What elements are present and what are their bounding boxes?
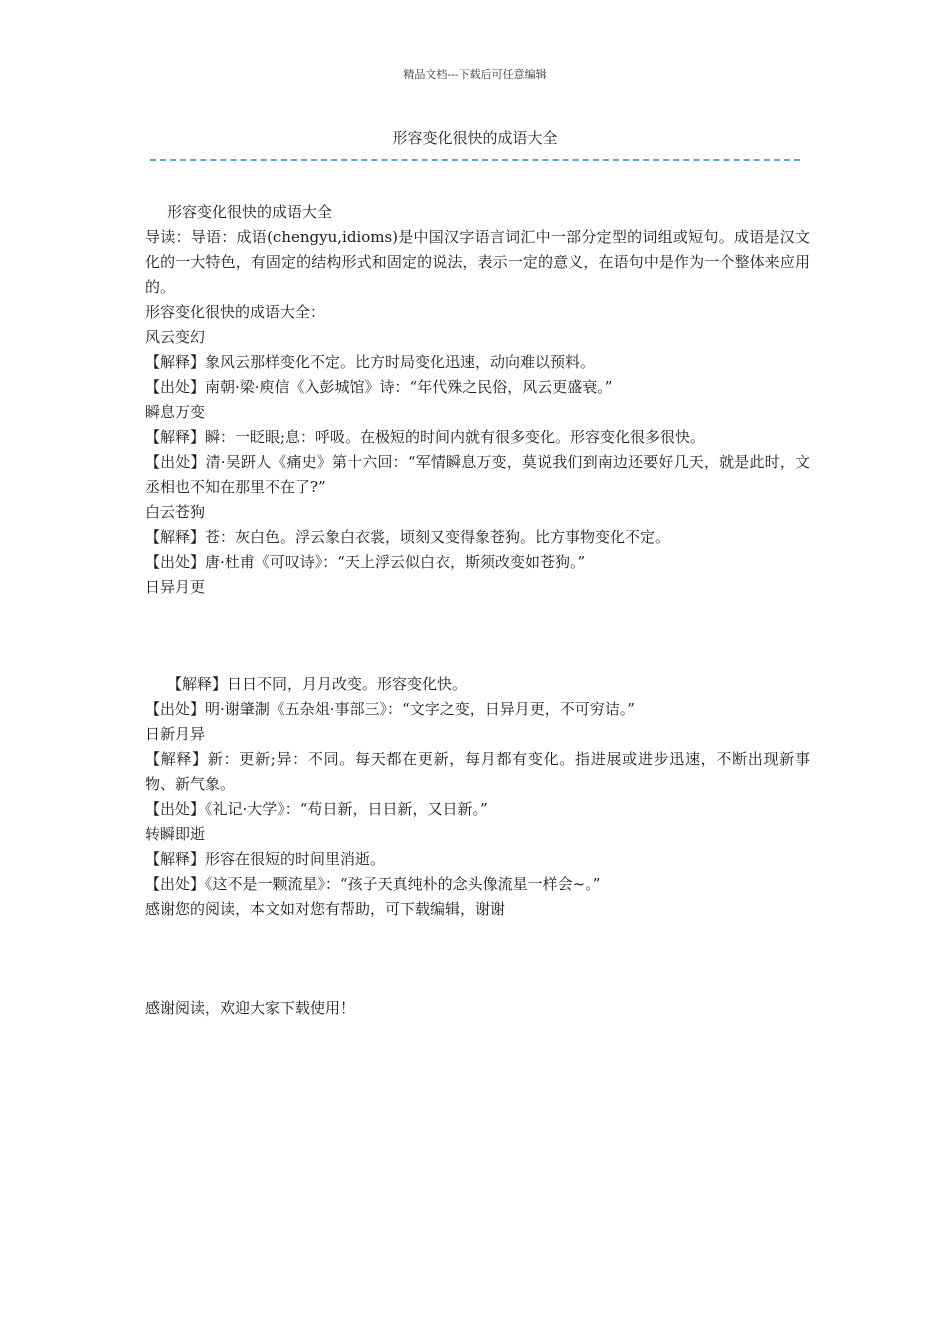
title-divider <box>150 159 800 161</box>
document-title: 形容变化很快的成语大全 <box>392 129 558 147</box>
idiom-explanation: 【解释】瞬：一眨眼;息：呼吸。在极短的时间内就有很多变化。形容变化很多很快。 <box>145 428 706 446</box>
list-heading: 形容变化很快的成语大全： <box>145 303 326 321</box>
idiom-explanation: 【解释】形容在很短的时间里消逝。 <box>145 850 386 868</box>
body-section-3 <box>145 996 810 1021</box>
idiom-explanation: 【解释】新：更新;异：不同。每天都在更新，每月都有变化。指进展或进步迅速，不断出现新事物、新气象。 <box>145 750 810 793</box>
header-note: 精品文档---下载后可任意编辑 <box>403 68 547 81</box>
idiom-source: 【出处】《这不是一颗流星》：“孩子天真纯朴的念头像流星一样会~。” <box>145 875 601 893</box>
thanks-note: 感谢您的阅读，本文如对您有帮助，可下载编辑，谢谢 <box>145 900 506 918</box>
idiom-name: 日异月更 <box>145 578 206 596</box>
intro-paragraph: 导读：导语：成语(chengyu,idioms)是中国汉字语言词汇中一部分定型的词组或短句。成语是汉文化的一大特色，有固定的结构形式和固定的说法，表示一定的意义，在语句中是作为一个整体来应用的。 <box>145 228 810 296</box>
idiom-source: 【出处】明·谢肇淛《五杂俎·事部三》：“文字之变，日异月更，不可穷诘。” <box>145 700 635 718</box>
idiom-source: 【出处】唐·杜甫《可叹诗》：“天上浮云似白衣，斯须改变如苍狗。” <box>145 553 586 571</box>
idiom-name: 瞬息万变 <box>145 403 206 421</box>
idiom-name: 转瞬即逝 <box>145 825 206 843</box>
closing-note: 感谢阅读，欢迎大家下载使用！ <box>145 999 356 1017</box>
idiom-name: 日新月异 <box>145 725 206 743</box>
body-section-1 <box>145 200 810 600</box>
section-heading: 形容变化很快的成语大全 <box>167 203 333 221</box>
body-section-2 <box>145 672 810 922</box>
idiom-name: 白云苍狗 <box>145 503 206 521</box>
idiom-explanation: 【解释】日日不同，月月改变。形容变化快。 <box>167 675 468 693</box>
idiom-explanation: 【解释】苍：灰白色。浮云象白衣裳，顷刻又变得象苍狗。比方事物变化不定。 <box>145 528 671 546</box>
idiom-source: 【出处】南朝·梁·庾信《入彭城馆》诗：“年代殊之民俗，风云更盛衰。” <box>145 378 613 396</box>
idiom-name: 风云变幻 <box>145 328 206 346</box>
idiom-source: 【出处】《礼记·大学》：“苟日新，日日新，又日新。” <box>145 800 488 818</box>
idiom-source: 【出处】清·吴趼人《痛史》第十六回：“军情瞬息万变，莫说我们到南边还要好几天，就是此时，文丞相也不知在那里不在了?” <box>145 453 810 496</box>
idiom-explanation: 【解释】象风云那样变化不定。比方时局变化迅速，动向难以预料。 <box>145 353 596 371</box>
